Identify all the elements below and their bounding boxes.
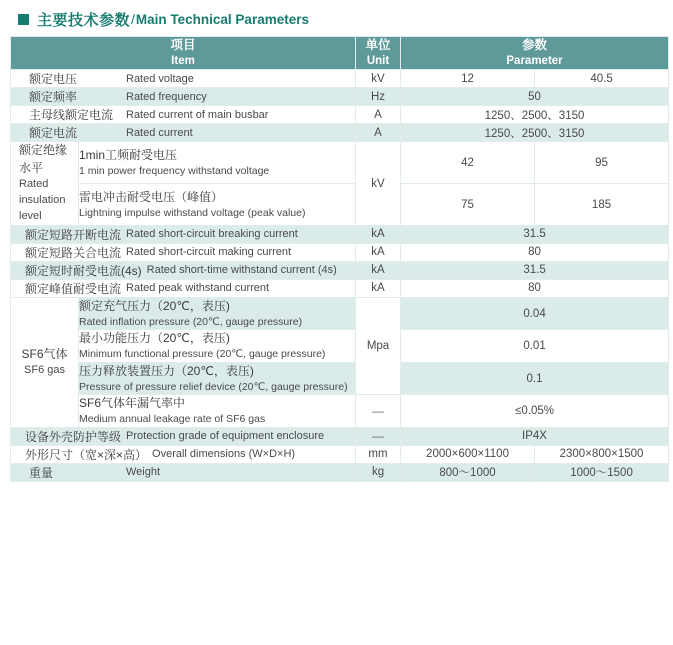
sub-label-cn: SF6气体年漏气率中 [79,396,186,411]
table-row [11,88,669,106]
row-label-short-circuit-making-current [11,243,356,261]
table-row [11,427,669,445]
row-label-short-circuit-breaking-current [11,225,356,243]
row-unit: mm [356,445,401,463]
header-parameter [401,37,669,70]
row-label-en: Rated short-time withstand current (4s) [146,264,337,277]
table-row [11,184,669,226]
table-row [11,330,669,362]
header-item-en: Item [171,54,195,67]
sub-value: 0.04 [401,297,669,329]
row-label-weight [11,463,356,481]
title-separator: / [131,11,135,27]
page-title-cn: 主要技术参数 [37,11,131,29]
row-unit: kA [356,279,401,297]
sub-value-a: 75 [401,184,535,226]
main-technical-parameters-table [10,36,669,482]
row-label-rated-voltage [11,70,356,88]
sub-label-power-frequency-withstand [79,142,356,184]
row-value-a: 12 [401,70,535,88]
row-value: IP4X [401,427,669,445]
row-label-cn: 重量 [29,465,54,480]
row-label-en: Rated short-circuit making current [126,246,292,259]
row-value: 80 [401,243,669,261]
group-label-rated-insulation-level [11,142,79,226]
row-label-en: Rated current [126,126,193,139]
spec-table-container [0,30,673,482]
sub-value: ≤0.05% [401,395,669,427]
header-item-cn: 项目 [170,38,196,52]
sub-label-en: Minimum functional pressure (20℃, gauge pressure) [79,348,326,361]
header-unit [356,37,401,70]
row-label-rated-frequency [11,88,356,106]
square-bullet-icon [18,14,29,25]
header-parameter-cn: 参数 [522,38,548,52]
sub-label-en: Pressure of pressure relief device (20℃, gauge pressure) [79,380,348,393]
row-value-a: 2000×600×1100 [401,445,535,463]
row-unit: A [356,124,401,142]
table-row [11,142,669,184]
row-value: 1250、2500、3150 [401,124,669,142]
row-value-b: 40.5 [535,70,669,88]
row-label-short-time-withstand-current [11,261,356,279]
sub-label-en: 1 min power frequency withstand voltage [79,164,270,177]
table-row [11,395,669,427]
row-label-peak-withstand-current [11,279,356,297]
row-label-en: Protection grade of equipment enclosure [126,430,325,443]
row-label-en: Rated voltage [126,72,194,85]
group-unit-leakage: — [356,395,401,427]
row-value: 31.5 [401,261,669,279]
row-label-cn: 主母线额定电流 [29,108,114,123]
table-row [11,106,669,124]
table-row [11,124,669,142]
sub-value-b: 185 [535,184,669,226]
sub-value: 0.1 [401,362,669,394]
row-unit: kA [356,261,401,279]
table-row [11,279,669,297]
row-label-cn: 设备外壳防护等级 [25,429,122,444]
sub-label-pressure-relief-device-pressure [79,362,356,394]
header-unit-en: Unit [366,54,390,67]
row-unit: kV [356,70,401,88]
row-value: 31.5 [401,225,669,243]
table-row [11,362,669,394]
row-unit: kA [356,243,401,261]
group-label-cn: 额定绝缘水平 [19,143,68,175]
row-label-en: Overall dimensions (W×D×H) [152,448,296,461]
group-unit: kV [356,142,401,226]
table-row [11,243,669,261]
row-label-cn: 额定短路关合电流 [25,245,122,260]
group-label-sf6-gas [11,297,79,427]
row-label-en: Rated frequency [126,90,207,103]
sub-label-annual-leakage-rate [79,395,356,427]
row-label-cn: 额定短路开断电流 [25,227,122,242]
row-label-rated-current-main-busbar [11,106,356,124]
sub-value-b: 95 [535,142,669,184]
sub-label-en: Rated inflation pressure (20℃, gauge pressure) [79,315,303,328]
sub-label-cn: 压力释放装置压力（20℃，表压) [79,363,254,378]
table-row [11,445,669,463]
row-unit: kg [356,463,401,481]
row-label-en: Rated peak withstand current [126,282,270,295]
header-item [11,37,356,70]
row-unit: — [356,427,401,445]
row-value: 50 [401,88,669,106]
row-value-a: 800～1000 [401,463,535,481]
row-label-cn: 额定峰值耐受电流 [25,281,122,296]
sub-label-en: Medium annual leakage rate of SF6 gas [79,413,266,426]
table-row [11,463,669,481]
sub-label-cn: 雷电冲击耐受电压（峰值） [79,189,224,204]
sub-label-cn: 1min工频耐受电压 [79,148,178,163]
sub-value-a: 42 [401,142,535,184]
sub-label-rated-inflation-pressure [79,297,356,329]
row-value: 1250、2500、3150 [401,106,669,124]
row-label-rated-current [11,124,356,142]
row-label-cn: 外形尺寸（宽×深×高） [25,447,148,462]
group-label-en: SF6 gas [24,364,65,377]
group-unit-pressure: Mpa [356,297,401,394]
table-header-row [11,37,669,70]
row-value-b: 2300×800×1500 [535,445,669,463]
group-label-en: Rated insulation level [19,178,66,223]
row-label-cn: 额定电压 [29,72,78,87]
header-unit-cn: 单位 [365,38,391,52]
row-value: 80 [401,279,669,297]
sub-label-en: Lightning impulse withstand voltage (peak value) [79,206,306,219]
row-label-en: Weight [126,466,161,479]
group-label-cn: SF6气体 [21,346,68,361]
row-unit: A [356,106,401,124]
row-label-en: Rated short-circuit breaking current [126,228,298,241]
section-title [0,0,673,30]
sub-label-cn: 最小功能压力（20℃，表压) [79,331,230,346]
row-label-overall-dimensions [11,445,356,463]
row-label-cn: 额定电流 [29,126,78,141]
row-unit: Hz [356,88,401,106]
table-row [11,261,669,279]
row-label-cn: 额定短时耐受电流(4s) [25,263,142,278]
sub-label-lightning-impulse-withstand [79,184,356,226]
sub-label-cn: 额定充气压力（20℃，表压) [79,298,230,313]
sub-label-minimum-functional-pressure [79,330,356,362]
row-label-en: Rated current of main busbar [126,108,269,121]
row-label-protection-grade [11,427,356,445]
row-value-b: 1000～1500 [535,463,669,481]
sub-value: 0.01 [401,330,669,362]
row-unit: kA [356,225,401,243]
page-title-en: Main Technical Parameters [135,11,309,27]
table-row [11,297,669,329]
row-label-cn: 额定频率 [29,90,78,105]
table-row [11,70,669,88]
table-row [11,225,669,243]
header-parameter-en: Parameter [506,54,563,67]
